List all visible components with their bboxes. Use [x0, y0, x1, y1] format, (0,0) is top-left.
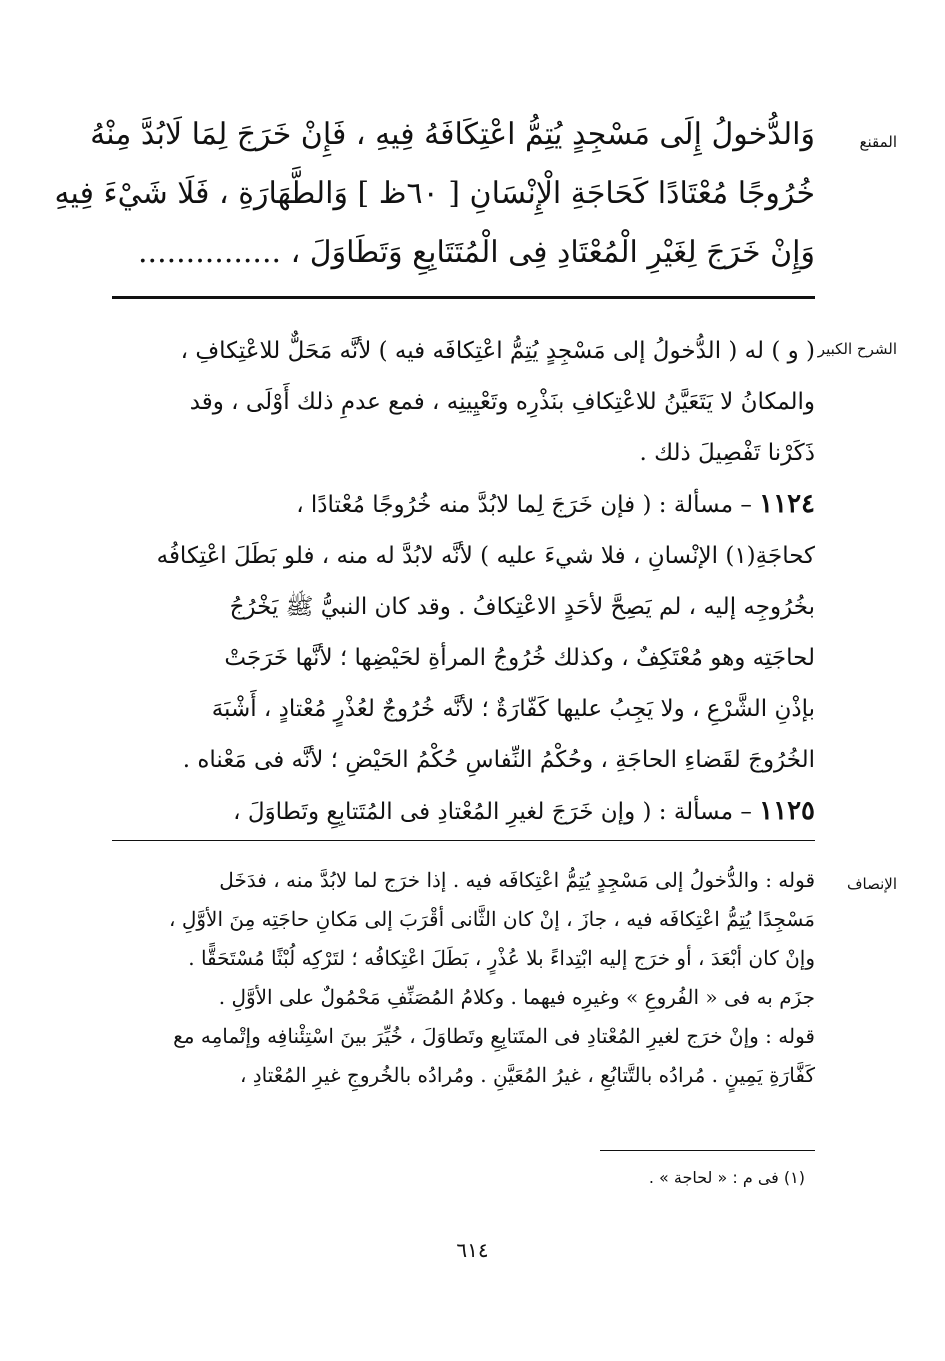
masala-1124-number: ١١٢٤	[759, 489, 815, 519]
insaf-text	[110, 861, 815, 1095]
masala-1125-first-line: – مسألة : ( وإن خَرَجَ لغيرِ المُعْتادِ فى المُتَتابِعِ وتَطاوَلَ ،	[233, 799, 752, 825]
footnote-divider	[600, 1150, 815, 1151]
sharh-line-3: ذَكَرْنا تَفْصِيلَ ذلك .	[639, 440, 815, 466]
muqni-label: المقنع	[859, 133, 897, 151]
sharh-line-1: ( و ) له ( الدُّخولُ إلى مَسْجِدٍ يُتِمُّ اعْتِكافَه فيه ) لأنَّه مَحَلٌّ للاعْتِكافِ ،	[180, 338, 815, 364]
sharh-line-2: والمكانُ لا يَتَعَيَّنُ للاعْتِكافِ بنَذْرِه وتَعْيِينِه ، فمع عدمِ ذلك أَوْلَى ، وقد	[189, 389, 815, 415]
insaf-line-3: وإنْ كان أبْعَدَ ، أو خرَج إليه ابْتِداءً بلا عُذْرٍ ، بَطَلَ اعْتِكافُه ؛ لتَرْكِه لُبْثًا مُسْتَحَقًّا .	[188, 946, 815, 970]
insaf-line-6: كَفَّارَةِ يَمِينٍ . مُرادُه بالتَّتابُعِ ، غيرُ المُعَيَّنِ . ومُرادُه بالخُروجِ غيرِ المُعْتادِ ،	[239, 1063, 815, 1087]
masala-1124-line-2: بخُرُوجِه إليه ، لم يَصِحَّ لأحَدٍ الاعْتِكافُ . وقد كان النبيُّ ﷺ يَخْرُجُ	[229, 594, 815, 620]
footnote: (١) فى م : « لحاجة » .	[648, 1168, 805, 1187]
insaf-label: الإنصاف	[846, 875, 897, 893]
insaf-line-2: مَسْجِدًا يُتِمُّ اعْتِكافَه فيه ، جازَ ، إنْ كان الثَّانى أقْرَبَ إلى مَكانِ حاجَتِه مِنَ الأوَّلِ ،	[169, 907, 815, 931]
muqni-line-2: خُرُوجًا مُعْتَادًا كَحَاجَةِ الْإِنْسَانِ [ ٦٠ظ ] وَالطَّهَارَةِ ، فَلَا شَيْءَ فِيهِ	[54, 176, 815, 211]
masala-1124-line-5: الخُرُوجَ لقَضاءِ الحاجَةِ ، وحُكْمُ النِّفاسِ حُكْمُ الحَيْضِ ؛ لأنَّه فى مَعْناه .	[182, 747, 815, 773]
muqni-section	[0, 95, 945, 295]
masala-1125-number: ١١٢٥	[759, 796, 815, 826]
muqni-text	[54, 105, 815, 282]
masala-1124-line-4: بإذْنِ الشَّرْعِ ، ولا يَجِبُ عليها كَفّارَةٌ ؛ لأنَّه خُرُوجٌ لعُذْرٍ مُعْتادٍ ، أَشْبَهَ	[211, 696, 815, 722]
insaf-section	[0, 855, 945, 1155]
section-divider-thick	[112, 296, 815, 299]
sharh-section	[0, 318, 945, 838]
sharh-label: الشرح الكبير	[817, 340, 897, 358]
section-divider-thin	[112, 840, 815, 841]
masala-1125-heading	[110, 786, 815, 838]
insaf-line-4: جزَم به فى « الفُروعِ » وغيرِه فيهما . وكلامُ المُصَنِّفِ مَحْمُولٌ على الأوَّلِ .	[218, 985, 815, 1009]
masala-1124-line-1: كحاجَةِ(١) الإنْسانِ ، فلا شيءَ عليه ) لأنَّه لابُدَّ له منه ، فلو بَطَلَ اعْتِكافُه	[156, 543, 815, 569]
masala-1124-first-line: – مسألة : ( فإن خَرَجَ لِما لابُدَّ منه خُرُوجًا مُعْتادًا ،	[296, 492, 752, 518]
masala-1124-heading	[110, 479, 815, 531]
insaf-line-1: قوله : والدُّخولُ إلى مَسْجِدٍ يُتِمُّ اعْتِكافَه فيه . إذا خرَج لما لابُدَّ منه ، فدَخَل	[219, 868, 815, 892]
insaf-line-5: قوله : وإنْ خرَج لغيرِ المُعْتادِ فى المتَتابِعِ وتَطاوَلَ ، خُيِّرَ بينَ اسْتِئْنافِه وإتْمامِه مع	[173, 1024, 815, 1048]
masala-1124-line-3: لحاجَتِه وهو مُعْتَكِفٌ ، وكذلك خُرُوجُ المرأةِ لحَيْضِها ؛ لأنَّها خَرَجَتْ	[224, 645, 815, 671]
sharh-text	[110, 326, 815, 838]
muqni-line-1: وَالدُّخولُ إِلَى مَسْجِدٍ يُتِمُّ اعْتِكَافَهُ فِيهِ ، فَإِنْ خَرَجَ لِمَا لَابُدَّ مِنْهُ	[90, 117, 815, 152]
muqni-line-3: وَإِنْ خَرَجَ لِغَيْرِ الْمُعْتَادِ فِى الْمُتَتَابِعِ وَتَطَاوَلَ ، ...............	[138, 235, 815, 270]
page-number: ٦١٤	[456, 1238, 489, 1262]
